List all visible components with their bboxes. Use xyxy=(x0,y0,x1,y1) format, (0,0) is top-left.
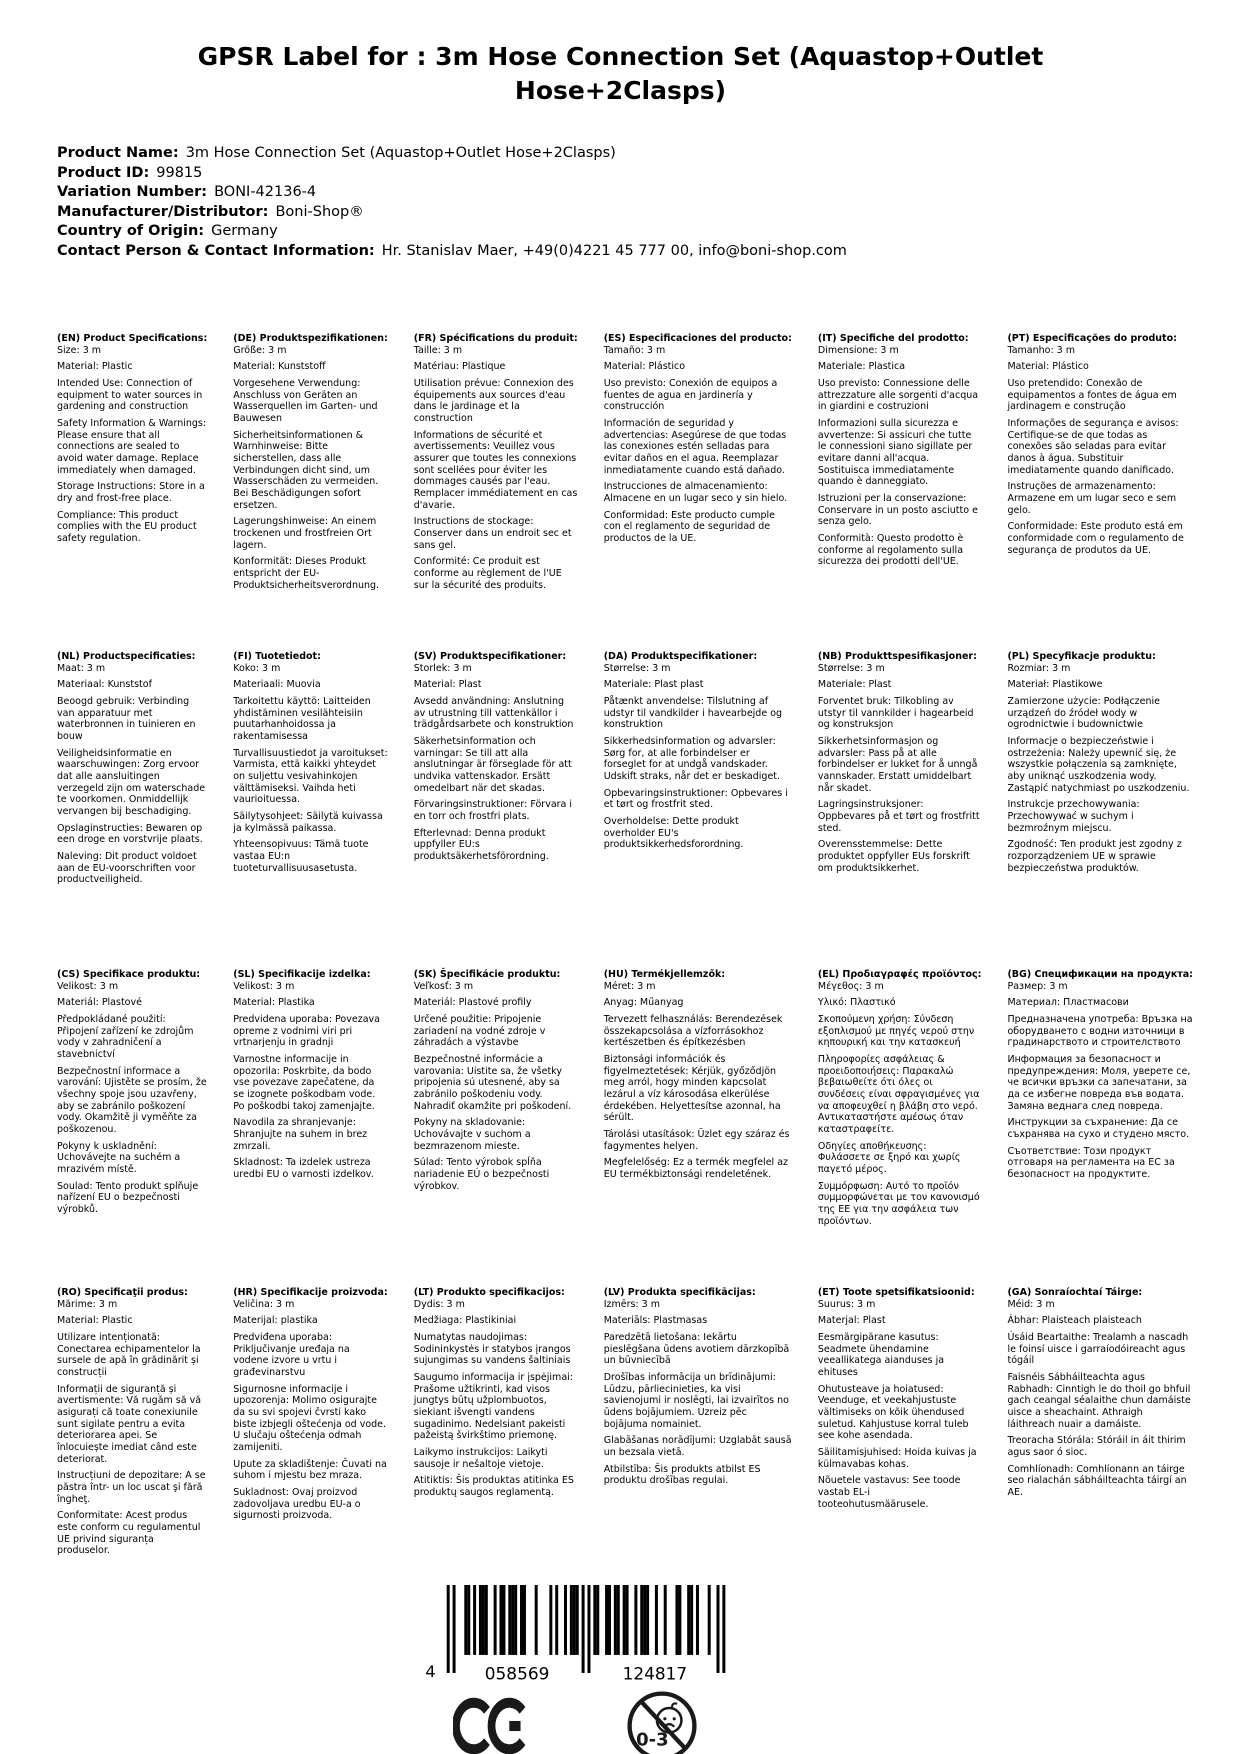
field-value: 99815 xyxy=(156,164,203,181)
spec-paragraph: Storage Instructions: Store in a dry and frost-free place. xyxy=(57,481,205,505)
spec-paragraph: Určené použitie: Pripojenie zariadení na vodné zdroje v záhradách a výstavbe xyxy=(413,1014,546,1049)
spec-paragraph: Veličina: 3 m xyxy=(233,1298,295,1310)
spec-paragraph: Materiaal: Kunststof xyxy=(57,679,152,691)
spec-paragraph: Οδηγίες αποθήκευσης: Φυλάσσετε σε ξηρό και χωρίς παγετό μέρος. xyxy=(817,1140,961,1176)
product-info-row xyxy=(57,242,1184,262)
spec-cell xyxy=(57,969,207,1287)
product-info-row xyxy=(57,164,1184,184)
spec-paragraph: Suurus: 3 m xyxy=(817,1298,876,1310)
footer-icons xyxy=(453,1690,698,1754)
field-label: Product Name: xyxy=(57,145,179,161)
spec-cell xyxy=(818,651,982,969)
spec-lines xyxy=(233,981,388,1181)
spec-lines xyxy=(818,1299,982,1511)
field-value: Germany xyxy=(211,223,278,239)
age-range-label: 0-3 xyxy=(636,1729,669,1751)
spec-header: (EN) Product Specifications: xyxy=(57,333,208,344)
spec-paragraph: Lagerungshinweise: An einem trockenen und frostfreien Ort lagern. xyxy=(233,516,377,551)
spec-paragraph: Σκοπούμενη χρήση: Σύνδεση εξοπλισμού με πηγές νερού στην κηπουρική και την κατασκευή xyxy=(817,1014,975,1049)
field-label: Manufacturer/Distributor: xyxy=(57,203,269,220)
spec-paragraph: Saugumo informacija ir įspėjimai: Prašome užtikrinti, kad visos jungtys būtų užplombuotos, siekiant išvengti vandens sugadinimo. Nedelsiant pakeisti pažeistą švirkštimo priemonę. xyxy=(413,1372,573,1442)
spec-paragraph: Utilisation prévue: Connexion des équipements aux sources d'eau dans le jardinage et la construction xyxy=(413,378,574,425)
spec-paragraph: Pokyny na skladovanie: Uchovávajte v suchom a bezmrazenom mieste. xyxy=(413,1117,531,1152)
spec-paragraph: Méid: 3 m xyxy=(1007,1298,1055,1310)
spec-paragraph: Upute za skladištenje: Čuvati na suhom i mjestu bez mraza. xyxy=(233,1458,387,1482)
spec-lines xyxy=(57,663,207,886)
spec-paragraph: Material: Plast xyxy=(413,679,482,691)
spec-paragraph: Taille: 3 m xyxy=(413,344,463,356)
barcode-icon xyxy=(446,1585,726,1682)
spec-lines xyxy=(414,663,578,863)
spec-paragraph: Varnostne informacije in opozorila: Poskrbite, da bodo vse povezave zapečatene, da se izognete poškodbam vode. Po poškodbi takoj zamenjajte. xyxy=(233,1054,376,1112)
spec-cell xyxy=(604,333,792,651)
spec-paragraph: Информация за безопасност и предупреждения: Моля, уверете се, че всички връзки са запечатани, за да се избегне повреда във водата. Замяна веднага след повреда. xyxy=(1007,1054,1191,1112)
spec-header: (PL) Specyfikacje produktu: xyxy=(1007,651,1156,662)
spec-lines xyxy=(233,1299,388,1522)
spec-paragraph: Veiligheidsinformatie en waarschuwingen: Zorg ervoor dat alle aansluitingen verzegeld zijn om waterschade te voorkomen. Onmiddellijk vervangen bij beschadiging. xyxy=(57,747,206,818)
spec-paragraph: Faisnéis Sábháilteachta agus Rabhadh: Cinntigh le do thoil go bhfuil gach ceangal séalaithe chun damáiste uisce a sheachaint. Athraigh láithreach nuair a damáiste. xyxy=(1007,1372,1191,1430)
spec-lines xyxy=(1007,981,1193,1181)
spec-paragraph: Säilytysohjeet: Säilytä kuivassa ja kylmässä paikassa. xyxy=(233,811,383,834)
spec-header: (RO) Specificaţii produs: xyxy=(57,1287,188,1298)
field-label: Variation Number: xyxy=(57,184,208,200)
spec-paragraph: Treoracha Stórála: Stóráil in áit thirim agus saor ó sioc. xyxy=(1007,1435,1186,1459)
spec-paragraph: Materiaali: Muovia xyxy=(233,679,321,691)
spec-cell xyxy=(604,651,792,969)
spec-paragraph: Glabāšanas norādījumi: Uzglabāt sausā un bezsala vietā. xyxy=(603,1435,792,1459)
spec-header: (CS) Specifikace produktu: xyxy=(57,969,201,980)
spec-lines xyxy=(414,345,578,592)
spec-lines xyxy=(1007,663,1193,875)
spec-header: (FR) Spécifications du produit: xyxy=(413,333,578,344)
spec-paragraph: Uso previsto: Connessione delle attrezzature alle sorgenti d'acqua in giardini e costruzioni xyxy=(817,378,979,413)
spec-paragraph: Ábhar: Plaisteach plaisteach xyxy=(1007,1315,1142,1327)
spec-paragraph: Koko: 3 m xyxy=(233,662,281,674)
spec-paragraph: Sikkerhetsinformasjon og advarsler: Pass på at alle forbindelser er lukket for å unngå vannskader. Erstatt umiddelbart når skadet. xyxy=(817,736,978,794)
spec-paragraph: Conformidad: Este producto cumple con el reglamento de seguridad de productos de la UE. xyxy=(603,509,776,545)
spec-paragraph: Opbevaringsinstruktioner: Opbevares i et tørt og frostfrit sted. xyxy=(603,787,788,811)
spec-paragraph: Påtænkt anvendelse: Tilslutning af udstyr til vandkilder i havearbejde og konstruktion xyxy=(603,696,783,731)
spec-paragraph: Informazioni sulla sicurezza e avvertenze: Si assicuri che tutte le connessioni siano sigillate per evitare danni all'acqua. Sostituisca immediatamente quando è danneggiato. xyxy=(817,418,973,488)
spec-paragraph: Istruzioni per la conservazione: Conservare in un posto asciutto e senza gelo. xyxy=(817,493,978,528)
spec-paragraph: Συμμόρφωση: Αυτό το προϊόν συμμορφώνεται με τον κανονισμό της ΕΕ για την ασφάλεια των προϊόντων. xyxy=(817,1180,980,1227)
spec-paragraph: Uso previsto: Conexión de equipos a fuentes de agua en jardinería y construcción xyxy=(603,378,778,413)
spec-paragraph: Efterlevnad: Denna produkt uppfyller EU:s produktsäkerhetsförordning. xyxy=(413,827,549,863)
spec-paragraph: Instruções de armazenamento: Armazene em um lugar seco e sem gelo. xyxy=(1007,481,1177,516)
spec-paragraph: Nõuetele vastavus: See toode vastab EL-i tooteohutusmäärusele. xyxy=(817,1475,961,1510)
spec-paragraph: Conformitate: Acest produs este conform cu regulamentul UE privind siguranța produselor. xyxy=(57,1510,201,1557)
spec-cell xyxy=(57,333,207,651)
spec-paragraph: Naleving: Dit product voldoet aan de EU-voorschriften voor productveiligheid. xyxy=(57,851,197,886)
spec-paragraph: Tamaño: 3 m xyxy=(603,344,666,356)
spec-lines xyxy=(604,981,792,1181)
spec-lines xyxy=(414,1299,578,1499)
spec-cell xyxy=(1007,333,1193,651)
spec-cell xyxy=(1007,651,1193,969)
spec-paragraph: Materjal: Plast xyxy=(817,1315,886,1327)
spec-lines xyxy=(818,981,982,1228)
spec-lines xyxy=(604,1299,792,1487)
spec-paragraph: Megfelelőség: Ez a termék megfelel az EU termékbiztonsági rendeletének. xyxy=(603,1157,789,1181)
field-value: BONI-42136-4 xyxy=(214,184,317,200)
spec-paragraph: Zamierzone użycie: Podłączenie urządzeń do źródeł wody w ogrodnictwie i budownictwie xyxy=(1007,696,1160,731)
spec-cell xyxy=(414,1287,578,1562)
spec-paragraph: Dydis: 3 m xyxy=(413,1298,465,1310)
spec-cell xyxy=(57,1287,207,1562)
spec-paragraph: Súlad: Tento výrobok spĺňa nariadenie EÚ o bezpečnosti výrobkov. xyxy=(413,1157,550,1192)
spec-paragraph: Größe: 3 m xyxy=(233,344,287,356)
spec-paragraph: Vorgesehene Verwendung: Anschluss von Geräten an Wasserquellen im Garten- und Bauwesen xyxy=(233,378,378,425)
page-title: GPSR Label for : 3m Hose Connection Set (Aquastop+Outlet Hose+2Clasps) xyxy=(197,42,1044,105)
barcode-bars xyxy=(446,1585,725,1673)
spec-paragraph: Rozmiar: 3 m xyxy=(1007,662,1071,674)
spec-cell xyxy=(57,651,207,969)
spec-paragraph: Material: Kunststoff xyxy=(233,361,326,373)
spec-paragraph: Sigurnosne informacije i upozorenja: Molimo osigurajte da su svi spojevi čvrsti kako biste izbjegli oštećenja od vode. U slučaju oštećenja odmah zamijeniti. xyxy=(233,1383,387,1454)
spec-paragraph: Drošības informācija un brīdinājumi: Lūdzu, pārliecinieties, ka visi savienojumi ir noslēgti, lai izvairītos no ūdens bojājumiem. Uzreiz pēc bojājuma nomainiet. xyxy=(603,1372,789,1430)
spec-paragraph: Υλικό: Πλαστικό xyxy=(817,997,896,1009)
spec-paragraph: Materiał: Plastikowe xyxy=(1007,679,1103,691)
spec-paragraph: Materiale: Plastica xyxy=(817,361,906,373)
spec-paragraph: Izmērs: 3 m xyxy=(603,1298,660,1310)
spec-header: (SK) Špecifikácie produktu: xyxy=(413,969,561,980)
spec-header: (NB) Produkttspesifikasjoner: xyxy=(817,651,977,662)
spec-paragraph: Pokyny k uskladnění: Uchovávejte na suchém a mrazivém místě. xyxy=(57,1140,181,1176)
spec-paragraph: Tervezett felhasználás: Berendezések összekapcsolása a vízforrásokhoz kertészetben és építkezésben xyxy=(603,1014,783,1049)
spec-paragraph: Lagringsinstruksjoner: Oppbevares på et tørt og frostfritt sted. xyxy=(817,799,980,834)
spec-lines xyxy=(414,981,578,1193)
spec-header: (BG) Спецификации на продукта: xyxy=(1007,969,1193,980)
spec-paragraph: Størrelse: 3 m xyxy=(817,662,885,674)
spec-header: (GA) Sonraíochtaí Táirge: xyxy=(1007,1287,1143,1298)
spec-header: (ET) Toote spetsifikatsioonid: xyxy=(817,1287,975,1298)
spec-paragraph: Съответствие: Този продукт отговаря на регламента на ЕС за безопасност на продуктите. xyxy=(1007,1145,1175,1181)
spec-paragraph: Biztonsági információk és figyelmeztetések: Kérjük, győződjön meg arról, hogy minden kapcsolat lezárul a víz károsodása elkerülése érdekében. Helyettesítse azonnal, ha sérült. xyxy=(603,1054,781,1124)
spec-paragraph: Atbilstība: Šis produkts atbilst ES produktu drošības regulai. xyxy=(603,1463,761,1487)
spec-paragraph: Veľkosť: 3 m xyxy=(413,980,474,992)
spec-paragraph: Avsedd användning: Anslutning av utrustning till vattenkällor i trädgårdsarbete och konstruktion xyxy=(413,696,574,731)
spec-header: (ES) Especificaciones del producto: xyxy=(603,333,792,344)
spec-header: (HR) Specifikacije proizvoda: xyxy=(233,1287,388,1298)
spec-cell xyxy=(818,969,982,1287)
spec-paragraph: Material: Plástico xyxy=(1007,361,1089,373)
barcode xyxy=(425,1585,725,1682)
spec-cell xyxy=(604,1287,792,1562)
spec-paragraph: Säilitamisjuhised: Hoida kuivas ja külmavabas kohas. xyxy=(817,1447,977,1470)
spec-cell xyxy=(1007,1287,1193,1562)
spec-paragraph: Instructions de stockage: Conserver dans un endroit sec et sans gel. xyxy=(413,516,572,551)
field-value: Boni-Shop® xyxy=(275,203,364,220)
field-value: 3m Hose Connection Set (Aquastop+Outlet Hose+2Clasps) xyxy=(185,145,616,161)
spec-paragraph: Informacje o bezpieczeństwie i ostrzeżenia: Należy upewnić się, że wszystkie połączenia są zamknięte, aby uniknąć uszkodzenia wody. Zastąpić natychmiast po uszkodzeniu. xyxy=(1007,736,1190,794)
spec-paragraph: Материал: Пластмасови xyxy=(1007,997,1129,1009)
barcode-digits-right: 124817 xyxy=(622,1663,687,1682)
spec-cell xyxy=(233,651,388,969)
spec-paragraph: Инструкции за съхранение: Да се съхранява на сухо и студено място. xyxy=(1007,1117,1190,1141)
spec-paragraph: Maat: 3 m xyxy=(57,662,106,674)
spec-paragraph: Yhteensopivuus: Tämä tuote vastaa EU:n tuoteturvallisuusasetusta. xyxy=(233,839,369,874)
spec-cell xyxy=(818,1287,982,1562)
spec-header: (IT) Specifiche del prodotto: xyxy=(817,333,969,344)
spec-paragraph: Numatytas naudojimas: Sodininkystės ir statybos įrangos sujungimas su vandens šaltiniais xyxy=(413,1332,571,1367)
spec-paragraph: Materiale: Plast xyxy=(817,679,892,691)
spec-paragraph: Sikkerhedsinformation og advarsler: Sørg for, at alle forbindelser er forseglet for at undgå vandskader. Udskift straks, når det er beskadiget. xyxy=(603,736,781,783)
spec-lines xyxy=(57,981,207,1216)
spec-paragraph: Skladnost: Ta izdelek ustreza uredbi EU o varnosti izdelkov. xyxy=(233,1157,374,1181)
spec-cell xyxy=(233,1287,388,1562)
spec-grid xyxy=(57,333,1193,1562)
spec-header: (HU) Termékjellemzők: xyxy=(603,969,726,980)
spec-paragraph: Bezpečnostní informace a varování: Ujistěte se prosím, že všechny spoje jsou uzavřeny, aby se zabránilo poškození vody. Okamžitě ji vyměňte za poškozenou. xyxy=(57,1065,207,1136)
spec-lines xyxy=(604,345,792,545)
spec-paragraph: Atitiktis: Šis produktas atitinka ES produktų saugos reglamentą. xyxy=(413,1475,574,1499)
field-label: Contact Person & Contact Information: xyxy=(57,242,375,259)
spec-header: (EL) Προδιαγραφές προϊόντος: xyxy=(817,969,982,980)
spec-paragraph: Comhlíonadh: Comhlíonann an táirge seo rialachán sábháilteachta táirgí an AE. xyxy=(1007,1463,1187,1499)
spec-paragraph: Úsáid Beartaithe: Trealamh a nascadh le foinsí uisce i garraíodóireacht agus tógáil xyxy=(1007,1332,1189,1367)
spec-paragraph: Materiál: Plastové xyxy=(57,997,142,1009)
spec-paragraph: Material: Plastika xyxy=(233,997,315,1009)
product-info-row xyxy=(57,203,1184,223)
spec-paragraph: Materijal: plastika xyxy=(233,1315,318,1327)
spec-header: (SV) Produktspecifikationer: xyxy=(413,651,567,662)
spec-header: (PT) Especificações do produto: xyxy=(1007,333,1177,344)
spec-paragraph: Förvaringsinstruktioner: Förvara i en torr och frostfri plats. xyxy=(413,799,573,823)
spec-cell xyxy=(233,969,388,1287)
spec-lines xyxy=(818,345,982,568)
spec-paragraph: Compliance: This product complies with the EU product safety regulation. xyxy=(57,509,197,545)
spec-paragraph: Informations de sécurité et avertissements: Veuillez vous assurer que toutes les connexions sont scellées pour éviter les dommages causés par l'eau. Remplacer immédiatement en cas d'avarie. xyxy=(413,429,578,511)
spec-header: (DA) Produktspecifikationer: xyxy=(603,651,758,662)
spec-paragraph: Opslaginstructies: Bewaren op een droge en vorstvrije plaats. xyxy=(57,822,203,846)
spec-paragraph: Instrukcje przechowywania: Przechowywać w suchym i bezmroźnym miejscu. xyxy=(1007,799,1140,834)
spec-paragraph: Tamanho: 3 m xyxy=(1007,344,1075,356)
spec-cell xyxy=(414,969,578,1287)
field-label: Country of Origin: xyxy=(57,223,205,239)
spec-lines xyxy=(233,663,388,875)
spec-paragraph: Mărime: 3 m xyxy=(57,1298,118,1310)
product-info-row xyxy=(57,183,1184,203)
spec-cell xyxy=(604,969,792,1287)
spec-paragraph: Zgodność: Ten produkt jest zgodny z rozporządzeniem UE w sprawie bezpieczeństwa produktów. xyxy=(1007,839,1182,874)
spec-paragraph: Soulad: Tento produkt splňuje nařízení EU o bezpečnosti výrobků. xyxy=(57,1180,199,1216)
spec-paragraph: Matériau: Plastique xyxy=(413,361,506,373)
spec-paragraph: Anyag: Műanyag xyxy=(603,997,684,1009)
spec-paragraph: Πληροφορίες ασφάλειας & προειδοποιήσεις: Παρακαλώ βεβαιωθείτε ότι όλες οι συνδέσεις είναι σφραγισμένες για να αποφευχθεί η βλάβη στο νερό. Αντικαταστήστε αμέσως όταν καταστραφείτε. xyxy=(817,1054,980,1136)
spec-lines xyxy=(604,663,792,851)
spec-paragraph: Predvidena uporaba: Povezava opreme z vodnimi viri pri vrtnarjenju in gradnji xyxy=(233,1014,380,1049)
spec-paragraph: Tárolási utasítások: Üzlet egy száraz és fagymentes helyen. xyxy=(603,1129,790,1152)
spec-header: (NL) Productspecificaties: xyxy=(57,651,196,662)
spec-paragraph: Velikost: 3 m xyxy=(233,980,295,992)
ce-mark-icon xyxy=(453,1695,533,1754)
spec-paragraph: Eesmärgipärane kasutus: Seadmete ühendamine veeallikatega aianduses ja ehituses xyxy=(817,1332,945,1379)
spec-paragraph: Utilizare intenționată: Conectarea echipamentelor la sursele de apă în grădinărit și construcții xyxy=(57,1332,201,1379)
spec-paragraph: Paredzētā lietošana: Iekārtu pieslēgšana ūdens avotiem dārzkopībā un būvniecībā xyxy=(603,1332,790,1367)
spec-paragraph: Información de seguridad y advertencias: Asegúrese de que todas las conexiones estén selladas para evitar daños en el agua. Reemplazar inmediatamente cuando está dañado. xyxy=(603,418,787,476)
spec-paragraph: Bezpečnostné informácie a varovania: Uistite sa, že všetky pripojenia sú utesnené, aby sa zabránilo poškodeniu vody. Nahradiť okamžite pri poškodení. xyxy=(413,1054,572,1112)
spec-paragraph: Size: 3 m xyxy=(57,344,102,356)
barcode-leading-digit: 4 xyxy=(425,1662,436,1681)
spec-paragraph: Storlek: 3 m xyxy=(413,662,472,674)
spec-paragraph: Conformità: Questo prodotto è conforme al regolamento sulla sicurezza dei prodotti dell'UE. xyxy=(817,533,964,568)
spec-paragraph: Material: Plástico xyxy=(603,361,686,373)
spec-paragraph: Säkerhetsinformation och varningar: Se till att alla anslutningar är förseglade för att undvika vattenskador. Ersätt omedelbart när det skadas. xyxy=(413,736,572,794)
spec-paragraph: Predviđena uporaba: Priključivanje uređaja na vodene izvore u vrtu i građevinarstvu xyxy=(233,1332,350,1379)
spec-paragraph: Velikost: 3 m xyxy=(57,980,119,992)
spec-paragraph: Beoogd gebruik: Verbinding van apparatuur met waterbronnen in tuinieren en bouw xyxy=(57,696,196,743)
product-info-row xyxy=(57,222,1184,242)
spec-cell xyxy=(414,651,578,969)
spec-paragraph: Navodila za shranjevanje: Shranjujte na suhem in brez zmrzali. xyxy=(233,1117,368,1152)
spec-header: (LT) Produkto specifikacijos: xyxy=(413,1287,565,1298)
spec-paragraph: Méret: 3 m xyxy=(603,980,656,992)
spec-lines xyxy=(233,345,388,592)
spec-lines xyxy=(57,345,207,545)
spec-paragraph: Forventet bruk: Tilkobling av utstyr til vannkilder i hagearbeid og konstruksjon xyxy=(817,696,974,731)
spec-paragraph: Material: Plastic xyxy=(57,361,133,373)
spec-paragraph: Overensstemmelse: Dette produktet oppfyller EUs forskrift om produktsikkerhet. xyxy=(817,839,970,874)
field-label: Product ID: xyxy=(57,164,150,181)
spec-paragraph: Medžiaga: Plastikiniai xyxy=(413,1315,517,1327)
spec-paragraph: Størrelse: 3 m xyxy=(603,662,671,674)
age-warning-icon xyxy=(626,1690,698,1754)
product-info xyxy=(57,144,1184,261)
spec-header: (DE) Produktspezifikationen: xyxy=(233,333,388,344)
spec-paragraph: Laikymo instrukcijos: Laikyti sausoje ir nešaltoje vietoje. xyxy=(413,1447,548,1470)
spec-paragraph: Размер: 3 m xyxy=(1007,980,1068,992)
spec-lines xyxy=(818,663,982,875)
spec-paragraph: Conformité: Ce produit est conforme au règlement de l'UE sur la sécurité des produits. xyxy=(413,556,562,591)
spec-paragraph: Intended Use: Connection of equipment to water sources in gardening and construction xyxy=(57,378,203,413)
spec-cell xyxy=(818,333,982,651)
spec-paragraph: Material: Plastic xyxy=(57,1315,133,1327)
field-value: Hr. Stanislav Maer, +49(0)4221 45 777 00, info@boni-shop.com xyxy=(381,242,847,259)
spec-lines xyxy=(1007,345,1193,557)
spec-paragraph: Tarkoitettu käyttö: Laitteiden yhdistäminen vesilähteisiin puutarhanhoidossa ja rakentamisessa xyxy=(233,696,371,743)
spec-paragraph: Turvallisuustiedot ja varoitukset: Varmista, että kaikki yhteydet on suljettu vesivahinkojen välttämiseksi. Vaihda heti vaurioituessa. xyxy=(233,747,388,806)
product-info-row xyxy=(57,144,1184,164)
spec-paragraph: Ohutusteave ja hoiatused: Veenduge, et veekahjustuste vältimiseks on kõik ühendused suletud. Kahjustuse korral tuleb see kohe asendada. xyxy=(817,1383,969,1442)
footer xyxy=(0,1585,1241,1754)
spec-paragraph: Materiál: Plastové profily xyxy=(413,997,532,1009)
spec-cell xyxy=(414,333,578,651)
spec-header: (LV) Produkta specifikācijas: xyxy=(603,1287,756,1298)
spec-paragraph: Предназначена употреба: Връзка на оборудването с водни източници в градинарството и строителството xyxy=(1007,1014,1193,1049)
spec-paragraph: Safety Information & Warnings: Please ensure that all connections are sealed to avoid water damage. Replace immediately when damaged. xyxy=(57,418,207,476)
spec-paragraph: Instrucciones de almacenamiento: Almacene en un lugar seco y sin hielo. xyxy=(603,481,788,505)
spec-paragraph: Sicherheitsinformationen & Warnhinweise: Bitte sicherstellen, dass alle Verbindungen dicht sind, um Wasserschäden zu vermeiden. Bei Beschädigungen sofort ersetzen. xyxy=(233,429,379,511)
spec-header: (FI) Tuotetiedot: xyxy=(233,651,321,662)
barcode-digits-left: 058569 xyxy=(484,1663,549,1682)
spec-cell xyxy=(1007,969,1193,1287)
spec-paragraph: Μέγεθος: 3 m xyxy=(817,980,884,992)
spec-paragraph: Materiale: Plast plast xyxy=(603,679,704,691)
spec-lines xyxy=(57,1299,207,1557)
spec-header: (SL) Specifikacije izdelka: xyxy=(233,969,371,980)
spec-paragraph: Overholdelse: Dette produkt overholder EU's produktsikkerhedsforordning. xyxy=(603,816,744,851)
spec-cell xyxy=(233,333,388,651)
spec-paragraph: Informații de siguranță și avertismente: Vă rugăm să vă asigurați că toate conexiunile sunt sigilate pentru a evita deteriorarea apei. Se înlocuiește imediat când este deteriorat. xyxy=(57,1383,202,1465)
spec-paragraph: Dimensione: 3 m xyxy=(817,344,899,356)
spec-paragraph: Předpokládané použití: Připojení zařízení ke zdrojům vody v zahradničení a stavebnictví xyxy=(57,1014,194,1061)
spec-paragraph: Uso pretendido: Conexão de equipamentos a fontes de água em jardinagem e construção xyxy=(1007,378,1177,413)
spec-lines xyxy=(1007,1299,1193,1499)
spec-paragraph: Instrucțiuni de depozitare: A se păstra într- un loc uscat şi fără îngheţ. xyxy=(57,1470,206,1505)
spec-paragraph: Conformidade: Este produto está em conformidade com o regulamento de segurança de produtos da UE. xyxy=(1007,521,1184,556)
spec-paragraph: Materiāls: Plastmasas xyxy=(603,1315,708,1327)
spec-paragraph: Informações de segurança e avisos: Certifique-se de que todas as conexões são seladas para evitar danos à água. Substituir imediatamente quando danificado. xyxy=(1007,418,1179,476)
spec-paragraph: Konformität: Dieses Produkt entspricht der EU-Produktsicherheitsverordnung. xyxy=(233,556,380,591)
spec-paragraph: Sukladnost: Ovaj proizvod zadovoljava uredbu EU-a o sigurnosti proizvoda. xyxy=(233,1487,361,1522)
